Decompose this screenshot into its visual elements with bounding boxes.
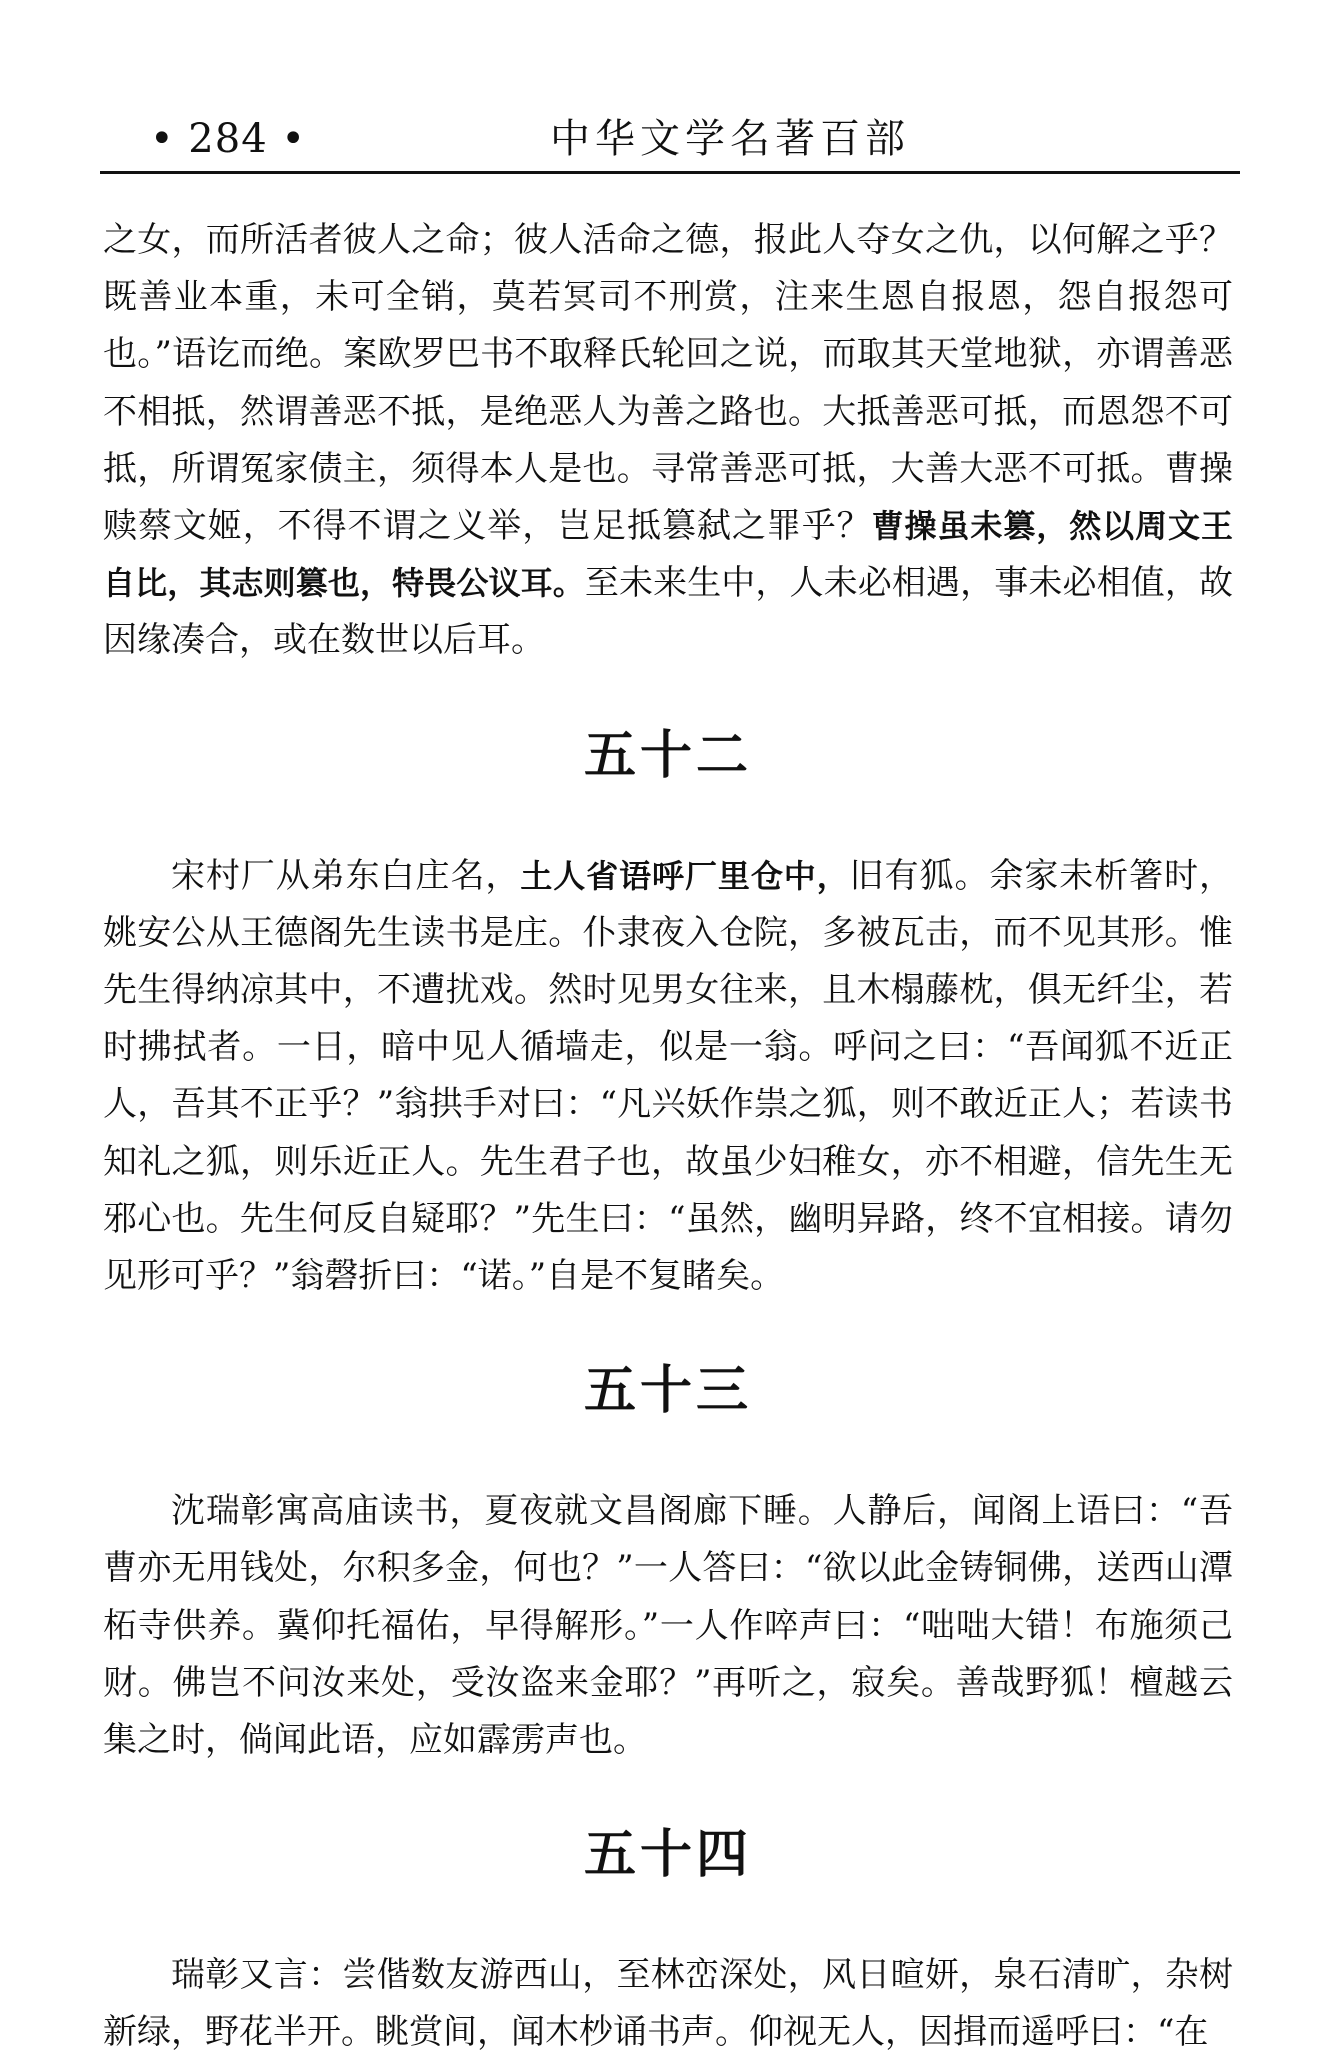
text-line: 沈瑞彰寓高庙读书，夏夜就文昌阁廊下睡。人静后，闻阁上语曰：“吾 xyxy=(171,1491,1233,1532)
running-header xyxy=(100,108,1240,170)
book-title: 中华文学名著百部 xyxy=(550,116,910,162)
section-paragraph xyxy=(103,848,1233,1306)
page-number: • 284 • xyxy=(150,116,306,162)
text-line: 之女，而所活者彼人之命；彼人活命之德，报此人夺女之仇，以何解之乎？ xyxy=(103,220,1233,260)
body-text xyxy=(103,212,1233,2062)
text-line: 先生得纳凉其中，不遭扰戏。然时见男女往来，且木榻藤枕，俱无纤尘，若 xyxy=(103,970,1233,1011)
text-line: 宋村厂从弟东白庄名， xyxy=(171,855,521,896)
section-heading: 五十三 xyxy=(583,1361,752,1422)
section-heading: 五十二 xyxy=(583,725,752,786)
text-line: 知礼之狐，则乐近正人。先生君子也，故虽少妇稚女，亦不相避，信先生无 xyxy=(103,1141,1233,1182)
text-line: 文姬，不得不谓之义举，岂足抵篡弑之罪乎？ xyxy=(172,506,872,547)
text-line: 所谓冤家债主，须得本人是也。寻常善恶可抵，大善大恶不可抵。曹操赎蔡 xyxy=(103,448,1233,547)
text-line: 瑞彰又言：尝偕数友游西山，至林峦深处，风日暄妍，泉石清旷，杂树 xyxy=(171,1955,1233,1996)
text-line: 邪心也。先生何反自疑耶？”先生曰：“虽然，幽明异路，终不宜相接。请勿 xyxy=(103,1198,1233,1239)
inline-annotation: 土人省语呼厂里仓中， xyxy=(520,856,850,895)
inline-annotation: 其志则篡也，特畏公议耳。 xyxy=(199,564,585,603)
text-line: 时拂拭者。一日，暗中见人循墙走，似是一翁。呼问之曰：“吾闻狐不近正 xyxy=(103,1027,1233,1068)
header-rule xyxy=(100,171,1240,174)
section-paragraph xyxy=(103,1483,1233,1769)
continuation-paragraph xyxy=(103,212,1233,670)
text-line: 财。佛岂不问汝来处，受汝盗来金耶？”再听之，寂矣。善哉野狐！檀越云 xyxy=(103,1662,1233,1703)
text-line: 见形可乎？”翁磬折曰：“诺。”自是不复睹矣。 xyxy=(103,1256,785,1297)
text-line: 旧有狐。余家未析箸时， xyxy=(849,855,1233,896)
text-line: 人，吾其不正乎？”翁拱手对曰：“凡兴妖作祟之狐，则不敢近正人；若读书 xyxy=(103,1084,1233,1125)
text-line: 凑合，或在数世以后耳。 xyxy=(171,620,545,661)
text-line: 姚安公从王德阁先生读书是庄。仆隶夜入仓院，多被瓦击，而不见其形。惟 xyxy=(103,912,1233,953)
text-line: 既善业本重，未可全销，莫若冥司不刑赏，注来生恩自报恩，怨自报怨可也。” xyxy=(103,277,1233,375)
text-line: 语讫而绝。案欧罗巴书不取释氏轮回之说，而取其天堂地狱，亦谓善恶不相 xyxy=(103,334,1233,432)
text-line: 曹亦无用钱处，尔积多金，何也？”一人答曰：“欲以此金铸铜佛，送西山潭 xyxy=(103,1548,1233,1589)
text-line: 柘寺供养。冀仰托福佑，早得解形。”一人作啐声曰：“咄咄大错！布施须己 xyxy=(103,1605,1233,1646)
text-line: 集之时，倘闻此语，应如霹雳声也。 xyxy=(103,1720,647,1761)
text-line: 抵，然谓善恶不抵，是绝恶人为善之路也。大抵善恶可抵，而恩怨不可抵， xyxy=(103,391,1233,489)
text-line: 新绿，野花半开。眺赏间，闻木杪诵书声。仰视无人，因揖而遥呼曰：“在 xyxy=(103,2012,1209,2053)
section-paragraph xyxy=(103,1947,1233,2061)
text-line: 至未来生中，人未必相遇，事未必相值，故因缘 xyxy=(103,563,1233,661)
inline-annotation: 曹操虽未篡，然以周文王自比， xyxy=(103,507,1233,603)
section-heading: 五十四 xyxy=(583,1825,752,1886)
